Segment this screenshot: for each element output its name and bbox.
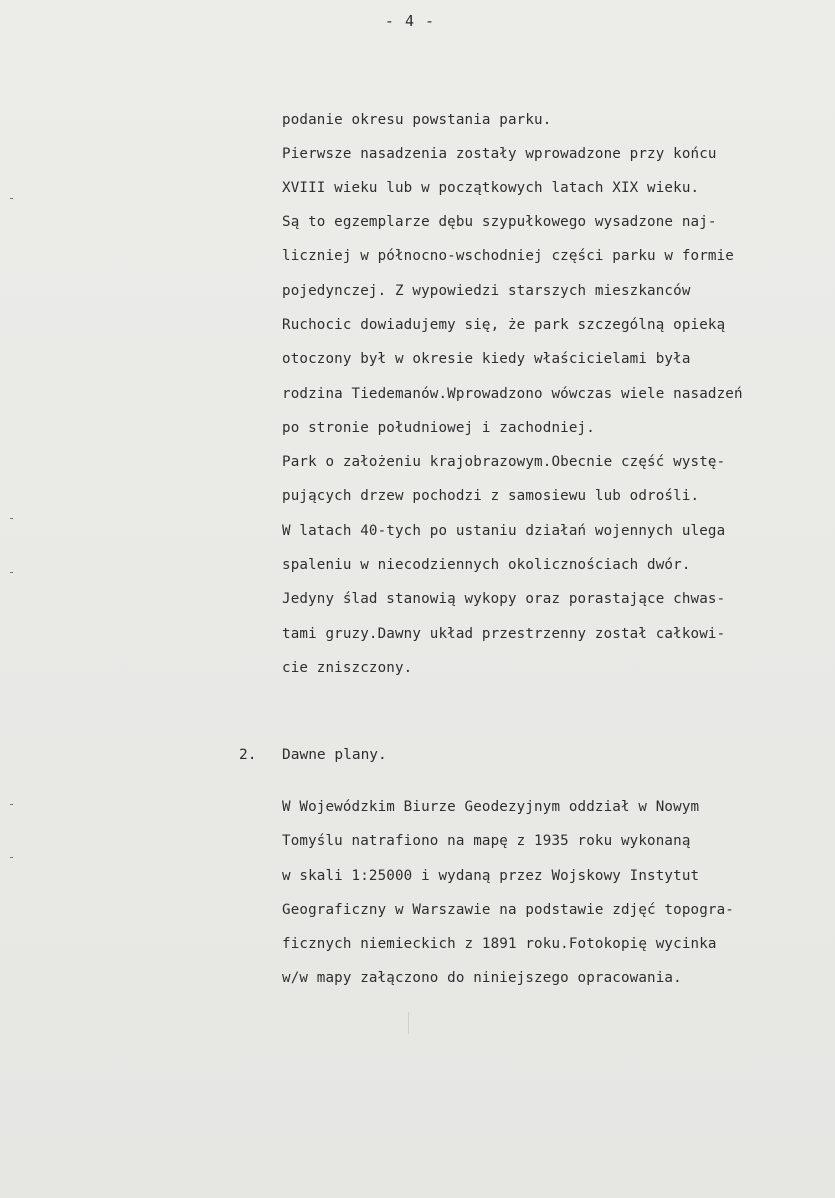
text-line: cie zniszczony.	[282, 660, 413, 676]
text-line: Jedyny ślad stanowią wykopy oraz porastające chwas-	[282, 591, 726, 607]
margin-tick	[10, 804, 13, 805]
text-line: Ruchocic dowiadujemy się, że park szczególną opieką	[282, 317, 726, 333]
paper-fold-mark	[408, 1012, 409, 1034]
text-line: w/w mapy załączono do niniejszego opracowania.	[282, 970, 682, 986]
text-line: XVIII wieku lub w początkowych latach XIX wieku.	[282, 180, 700, 196]
text-line: w skali 1:25000 i wydaną przez Wojskowy Instytut	[282, 868, 700, 884]
text-line: Pierwsze nasadzenia zostały wprowadzone przy końcu	[282, 146, 717, 162]
page-number: - 4 -	[384, 12, 436, 30]
text-line: pojedynczej. Z wypowiedzi starszych mieszkanców	[282, 283, 691, 299]
text-line: liczniej w północno-wschodniej części parku w formie	[282, 248, 734, 264]
section-number: 2.	[239, 747, 257, 763]
text-line: W Wojewódzkim Biurze Geodezyjnym oddział w Nowym	[282, 799, 700, 815]
text-line: Tomyślu natrafiono na mapę z 1935 roku wykonaną	[282, 833, 691, 849]
text-line: W latach 40-tych po ustaniu działań wojennych ulega	[282, 523, 726, 539]
text-line: Są to egzemplarze dębu szypułkowego wysadzone naj-	[282, 214, 717, 230]
margin-tick	[10, 857, 13, 858]
text-line: tami gruzy.Dawny układ przestrzenny został całkowi-	[282, 626, 726, 642]
text-line: Geograficzny w Warszawie na podstawie zdjęć topogra-	[282, 902, 734, 918]
text-line: rodzina Tiedemanów.Wprowadzono wówczas wiele nasadzeń	[282, 386, 743, 402]
text-line: podanie okresu powstania parku.	[282, 112, 552, 128]
margin-tick	[10, 518, 13, 519]
text-line: Park o założeniu krajobrazowym.Obecnie część wystę-	[282, 454, 726, 470]
text-line: ficznych niemieckich z 1891 roku.Fotokopię wycinka	[282, 936, 717, 952]
text-line: po stronie południowej i zachodniej.	[282, 420, 595, 436]
text-line: otoczony był w okresie kiedy właścicielami była	[282, 351, 691, 367]
section-title: Dawne plany.	[282, 747, 387, 763]
margin-tick	[10, 572, 13, 573]
margin-tick	[10, 198, 13, 199]
text-line: spaleniu w niecodziennych okolicznościach dwór.	[282, 557, 691, 573]
text-line: pujących drzew pochodzi z samosiewu lub odrośli.	[282, 488, 700, 504]
